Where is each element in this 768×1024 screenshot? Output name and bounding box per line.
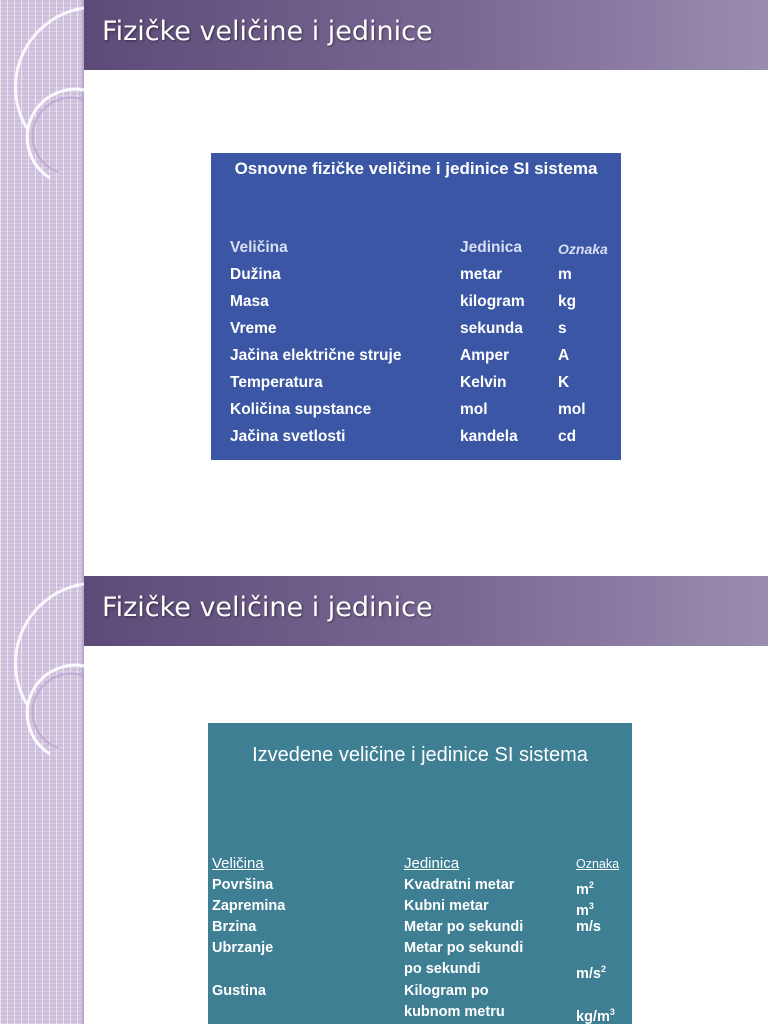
table-row (211, 374, 621, 401)
slide-2 (0, 576, 768, 1024)
table-row (211, 401, 621, 428)
unit-cell: kilogram (460, 293, 525, 310)
table-header-row (211, 239, 621, 266)
unit-cell: sekunda (460, 320, 523, 337)
quantity-cell: Temperatura (230, 374, 323, 391)
sidebar-pattern (0, 0, 84, 576)
symbol-cell: m (558, 266, 572, 283)
unit-cell: Kubni metar (404, 898, 489, 914)
unit-cell: kandela (460, 428, 518, 445)
unit-cell: Amper (460, 347, 510, 364)
symbol-cell: $kg/m^3$ (576, 1007, 615, 1024)
table-row (211, 347, 621, 374)
column-header-unit: Jedinica (404, 855, 460, 872)
table-heading: Osnovne fizičke veličine i jedinice SI sistema (234, 159, 598, 178)
unit-cell: Metar po sekundi (404, 919, 524, 935)
unit-cell: Metar po sekundi (404, 940, 524, 956)
table-heading: Izvedene veličine i jedinice SI sistema (252, 744, 588, 766)
quantity-cell: Gustina (212, 983, 266, 999)
symbol-cell: $m^2$ (576, 880, 594, 898)
symbol-cell: mol (558, 401, 586, 418)
quantity-cell: Dužina (230, 266, 281, 283)
column-header-quantity: Veličina (230, 239, 288, 256)
quantity-cell: Količina supstance (230, 401, 372, 418)
quantity-cell: Ubrzanje (212, 940, 274, 956)
unit-cell: Kilogram po (404, 983, 489, 999)
table-row (211, 266, 621, 293)
column-header-symbol: Oznaka (576, 857, 620, 871)
unit-cell: Kelvin (460, 374, 507, 391)
symbol-cell: $m/s^2$ (576, 964, 607, 982)
quantity-cell: Brzina (212, 919, 257, 935)
unit-cell: mol (460, 401, 488, 418)
quantity-cell: Jačina električne struje (230, 347, 402, 364)
si-base-units-table (211, 153, 621, 460)
symbol-cell: s (558, 320, 567, 337)
quantity-cell: Vreme (230, 320, 277, 337)
column-header-quantity: Veličina (212, 855, 264, 872)
sidebar-pattern (0, 576, 84, 1024)
symbol-cell: kg (558, 293, 577, 310)
symbol-cell: K (558, 374, 570, 391)
slide-title: Fizičke veličine i jedinice (102, 16, 433, 47)
column-header-symbol: Oznaka (558, 241, 608, 257)
quantity-cell: Zapremina (212, 898, 286, 914)
symbol-cell: cd (558, 428, 577, 445)
quantity-cell: Masa (230, 293, 269, 310)
symbol-cell: m/s (576, 919, 601, 935)
quantity-cell: Površina (212, 877, 274, 893)
symbol-cell: $m^3$ (576, 901, 594, 919)
unit-cell-continued: kubnom metru (404, 1004, 505, 1020)
slide-title: Fizičke veličine i jedinice (102, 592, 433, 623)
quantity-cell: Jačina svetlosti (230, 428, 346, 445)
column-header-unit: Jedinica (460, 239, 523, 256)
table-row (211, 428, 621, 455)
unit-cell: Kvadratni metar (404, 877, 515, 893)
unit-cell: metar (460, 266, 503, 283)
symbol-cell: A (558, 347, 570, 364)
si-derived-units-table (208, 723, 632, 1024)
table-row (211, 320, 621, 347)
table-row (211, 293, 621, 320)
unit-cell-continued: po sekundi (404, 961, 481, 977)
